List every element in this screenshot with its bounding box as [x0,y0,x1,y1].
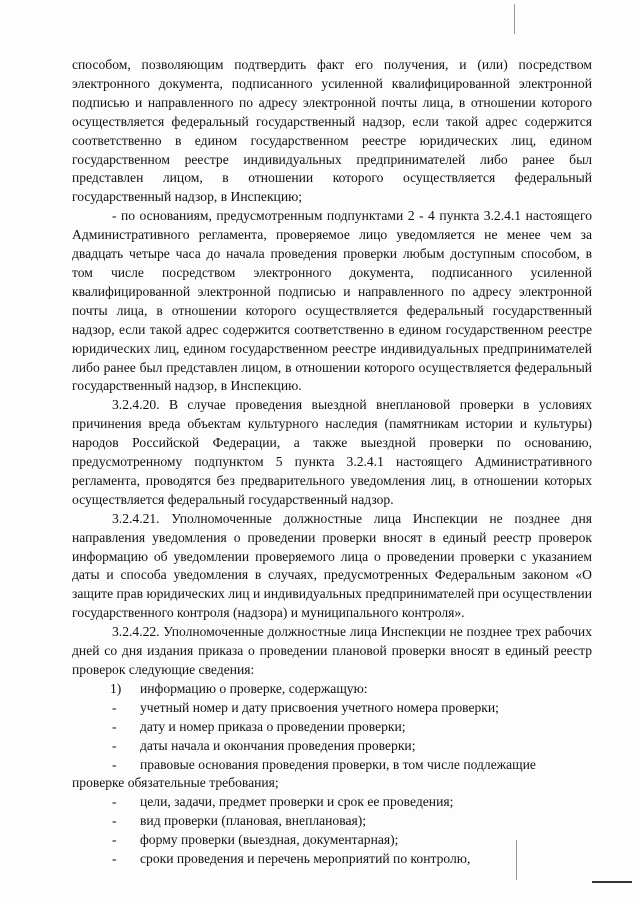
list-item [72,812,592,831]
list-item-continuation: проверке обязательные требования; [72,775,279,791]
paragraph-3-2-4-22: 3.2.4.22. Уполномоченные должностные лица Инспекции не позднее трех рабочих дней со дня издания приказа о проведении плановой проверки вносят в единый реестр проверок следующие сведения: [72,624,592,677]
scan-artifact-underline [592,881,632,883]
list-item-text: цели, задачи, предмет проверки и срок ее проведения; [140,794,454,810]
list-item [72,850,592,869]
list-item-numbered [72,680,592,699]
list-marker: - [112,851,117,867]
scan-artifact-vertical [516,840,517,880]
scan-artifact-vertical [514,4,515,34]
list-item [72,718,592,737]
list-item-text: информацию о проверке, содержащую: [140,680,368,696]
list-item [72,831,592,850]
list-item-text: дату и номер приказа о проведении проверки; [140,718,406,734]
list-item-text: вид проверки (плановая, внеплановая); [140,813,367,829]
paragraph-notification-grounds: - по основаниям, предусмотренным подпунктами 2 - 4 пункта 3.2.4.1 настоящего Административного регламента, проверяемое лицо уведомляется не менее чем за двадцать четыре часа до начала проведения проверки любым доступным способом, в том числе посредством электронного документа, подписанного усиленной квалифицированной электронной подписью и направленного по адресу электронной почты лица, в отношении которого осуществляется федеральный государственный надзор, если такой адрес содержится соответственно в едином государственном реестре юридических лиц, едином государственном реестре индивидуальных предпринимателей либо ранее был представлен лицом, в отношении которого осуществляется федеральный государственный надзор, в Инспекцию. [72,208,592,394]
paragraph-3-2-4-21: 3.2.4.21. Уполномоченные должностные лица Инспекции не позднее дня направления уведомления о проведении проверки вносят в единый реестр проверок информацию об уведомлении проверяемого лица о проведении проверки с указанием даты и способа уведомления в случаях, предусмотренных Федеральным законом «О защите прав юридических лиц и индивидуальных предпринимателей при осуществлении государственного контроля (надзора) и муниципального контроля». [72,510,592,621]
list-item-text: форму проверки (выездная, документарная); [140,832,399,848]
list-marker: - [112,756,117,772]
list-marker: - [112,813,117,829]
paragraph-continuation: способом, позволяющим подтвердить факт его получения, и (или) посредством электронного документа, подписанного усиленной квалифицированной электронной подписью и направленного по адресу электронной почты лица, в отношении которого осуществляется федеральный государственный надзор, если такой адрес содержится соответственно в едином государственном реестре юридических лиц, едином государственном реестре индивидуальных предпринимателей либо ранее был представлен лицом, в отношении которого осуществляется федеральный государственный надзор, в Инспекцию; [72,57,592,205]
list-marker: - [112,737,117,753]
list-item [72,737,592,756]
paragraph-3-2-4-20: 3.2.4.20. В случае проведения выездной внеплановой проверки в условиях причинения вреда объектам культурного наследия (памятникам истории и культуры) народов Российской Федерации, а также выездной проверки по основанию, предусмотренному подпунктом 5 пункта 3.2.4.1 настоящего Административного регламента, проводятся без предварительного уведомления лиц, в отношении которых осуществляется федеральный государственный надзор. [72,397,592,507]
list-marker: 1) [110,680,122,696]
list-marker: - [112,832,117,848]
list-item [72,699,592,718]
list-item-text: даты начала и окончания проведения проверки; [140,737,416,753]
list-marker: - [112,699,117,715]
list-item-text: учетный номер и дату присвоения учетного номера проверки; [140,699,499,715]
list-item-text: сроки проведения и перечень мероприятий по контролю, [140,851,471,867]
list-marker: - [112,718,117,734]
list-marker: - [112,794,117,810]
list-item-text: правовые основания проведения проверки, в том числе подлежащие [140,756,536,772]
list-item-hanging [72,756,592,775]
document-body [72,56,592,869]
list-item [72,793,592,812]
